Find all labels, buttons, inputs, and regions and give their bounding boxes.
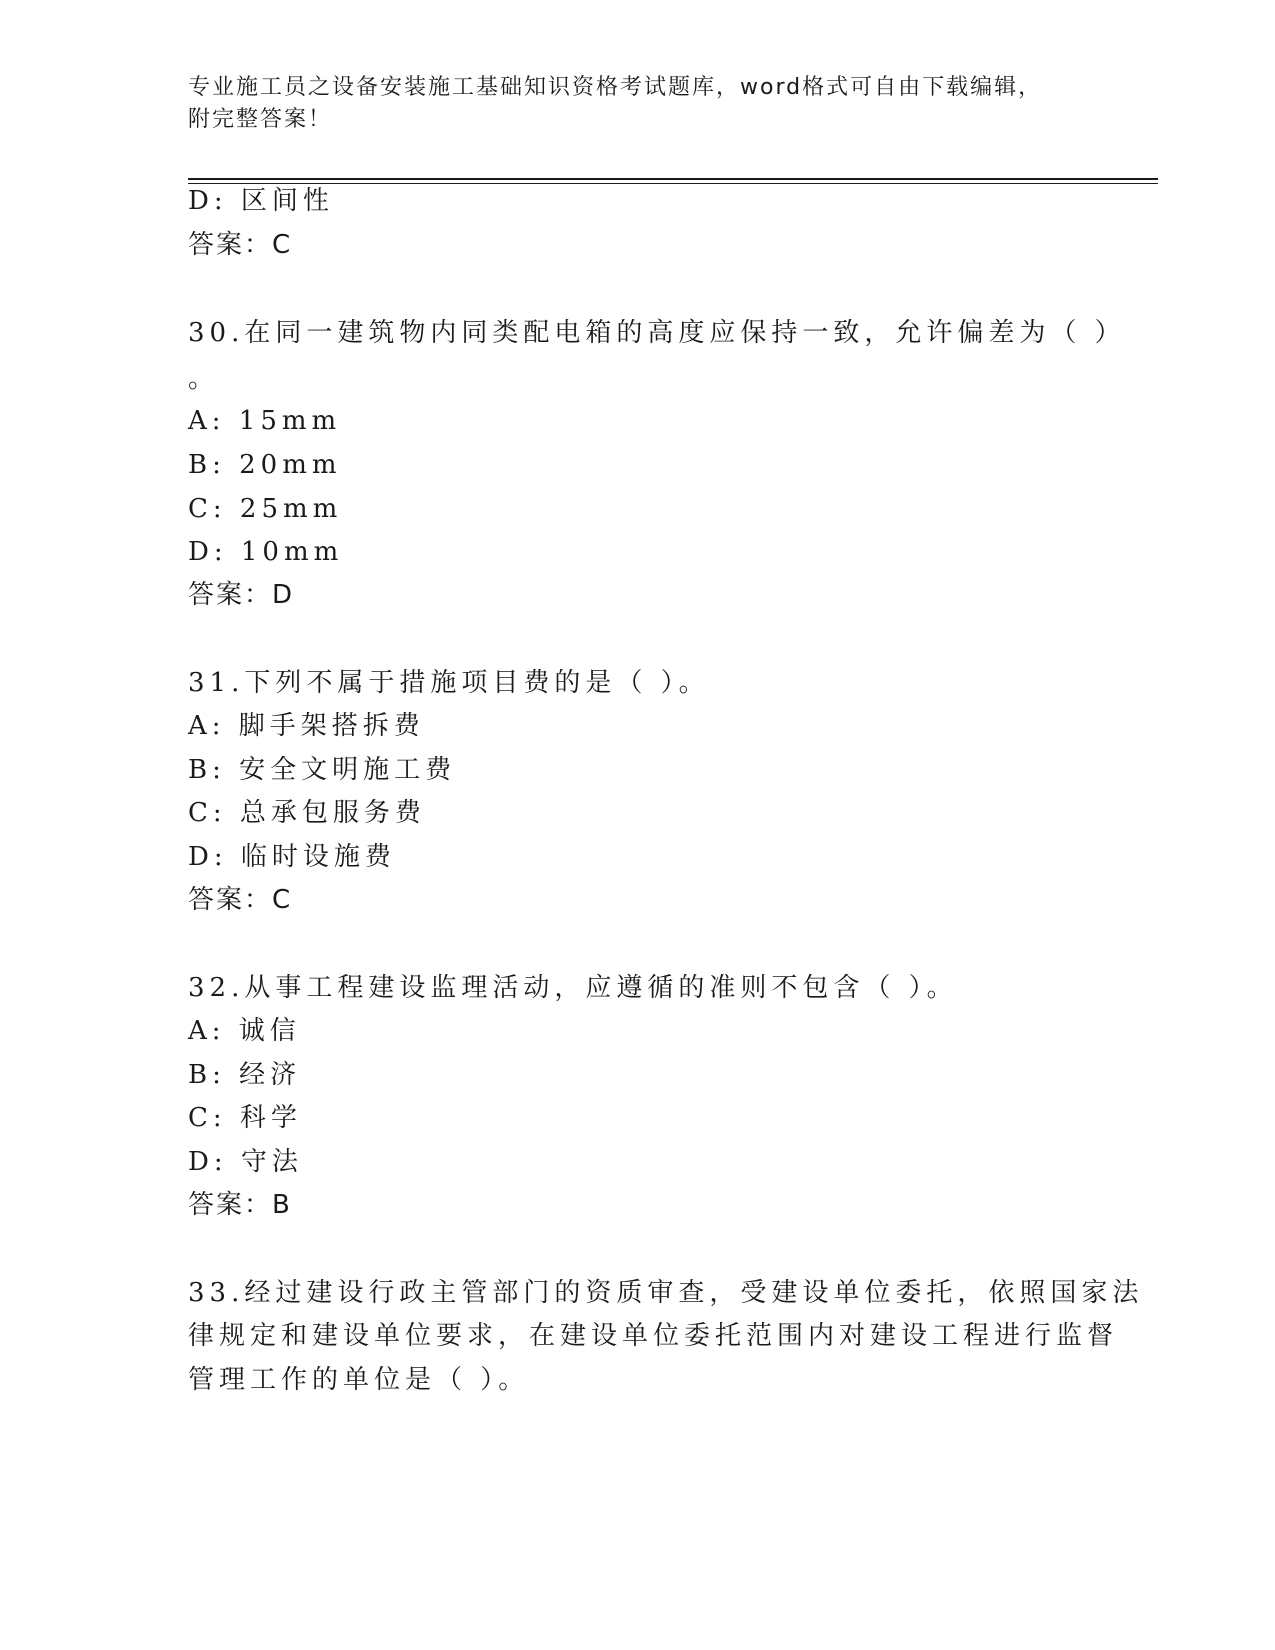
prev-answer: 答案：C xyxy=(188,230,293,260)
q31-option-c: C: 总承包服务费 xyxy=(188,798,426,828)
q31-option-a: A: 脚手架搭拆费 xyxy=(188,711,425,741)
q30-option-b: B: 20mm xyxy=(188,450,342,480)
q30-answer: 答案：D xyxy=(188,580,295,610)
q33-stem-line-1: 33.经过建设行政主管部门的资质审查，受建设单位委托，依照国家法 xyxy=(188,1278,1144,1308)
q31-answer: 答案：C xyxy=(188,885,293,915)
q30-option-a: A: 15mm xyxy=(188,406,342,436)
header-line-1: 专业施工员之设备安装施工基础知识资格考试题库，word格式可自由下载编辑， xyxy=(188,75,1043,100)
header-divider-thick xyxy=(188,178,1158,180)
q32-option-c: C: 科学 xyxy=(188,1103,302,1133)
q31-option-b: B: 安全文明施工费 xyxy=(188,755,457,785)
q33-stem-line-3: 管理工作的单位是（ ）。 xyxy=(188,1365,530,1395)
q30-stem-line-1: 30.在同一建筑物内同类配电箱的高度应保持一致，允许偏差为（ ） xyxy=(188,318,1126,348)
q30-option-c: C: 25mm xyxy=(188,494,343,524)
q33-stem-line-2: 律规定和建设单位要求，在建设单位委托范围内对建设工程进行监督 xyxy=(188,1321,1119,1351)
document-header xyxy=(188,72,1088,136)
q30-stem-line-2: 。 xyxy=(188,364,220,394)
q32-stem: 32.从事工程建设监理活动，应遵循的准则不包含（ ）。 xyxy=(188,973,958,1003)
q31-stem: 31.下列不属于措施项目费的是（ ）。 xyxy=(188,668,710,698)
q32-answer: 答案：B xyxy=(188,1190,292,1220)
q32-option-b: B: 经济 xyxy=(188,1060,302,1090)
q32-option-a: A: 诚信 xyxy=(188,1016,301,1046)
prev-option-d: D: 区间性 xyxy=(188,186,334,216)
q32-option-d: D: 守法 xyxy=(188,1147,303,1177)
q30-option-d: D: 10mm xyxy=(188,537,344,567)
header-line-2: 附完整答案！ xyxy=(188,107,333,132)
q31-option-d: D: 临时设施费 xyxy=(188,842,396,872)
